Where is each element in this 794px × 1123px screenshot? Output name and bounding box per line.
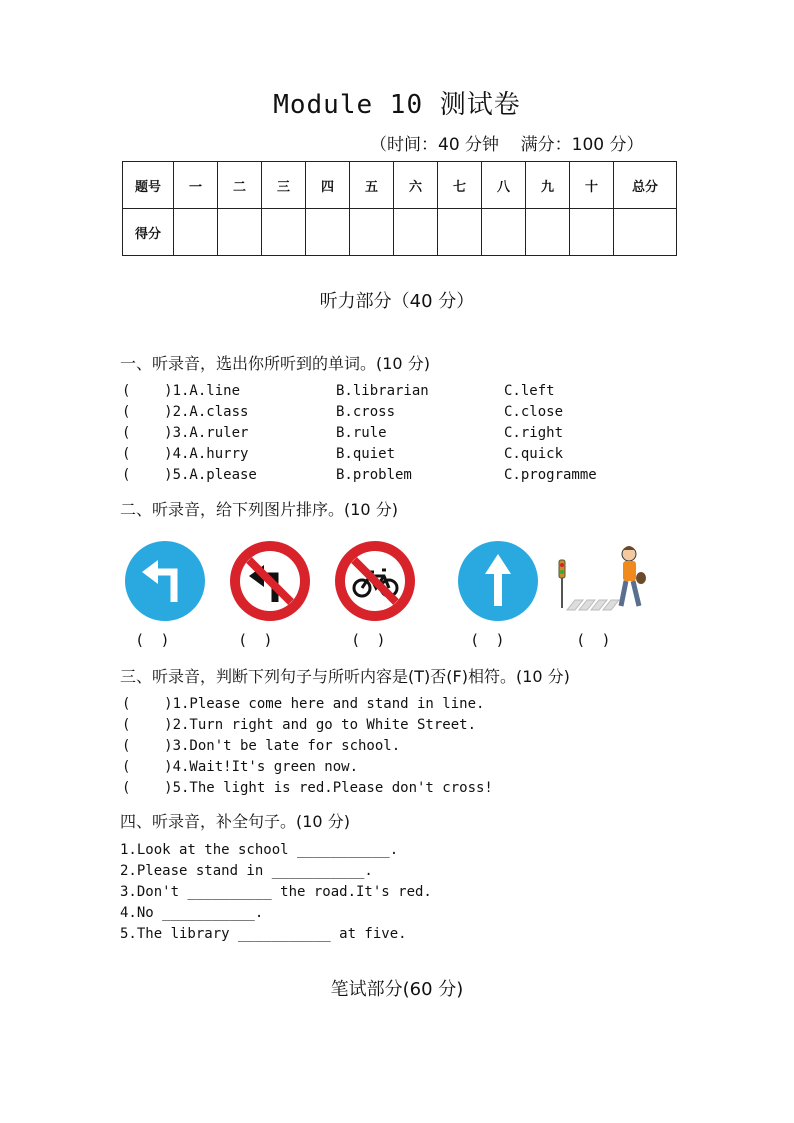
- part4-item: 1.Look at the school ___________.: [120, 842, 399, 858]
- score-table: [122, 161, 677, 256]
- table-cell: 九: [526, 162, 570, 209]
- score-input-cell: [394, 209, 438, 256]
- score-input-cell: [526, 209, 570, 256]
- part3-item: ( )2.Turn right and go to White Street.: [122, 717, 477, 733]
- table-cell: 五: [350, 162, 394, 209]
- no-left-turn-sign-icon: [229, 540, 311, 622]
- part3-item: ( )4.Wait!It's green now.: [122, 759, 359, 775]
- answer-bracket: ( ): [578, 631, 609, 649]
- part4-item: 5.The library ___________ at five.: [120, 926, 407, 942]
- part1-title: 一、听录音，选出你所听到的单词。(10 分): [120, 354, 430, 373]
- answer-bracket: ( ): [353, 631, 384, 649]
- table-cell: 四: [306, 162, 350, 209]
- part2-title: 二、听录音，给下列图片排序。(10 分): [120, 500, 398, 519]
- table-cell: 总分: [614, 162, 677, 209]
- score-input-cell: [218, 209, 262, 256]
- go-straight-sign-icon: [457, 540, 539, 622]
- score-input-cell: [614, 209, 677, 256]
- part1-q2: ( )2.A.class: [122, 404, 249, 420]
- part1-c3: C.right: [504, 425, 564, 441]
- part1-q5: ( )5.A.please: [122, 467, 257, 483]
- table-row: [123, 209, 677, 256]
- part1-b4: B.quiet: [336, 446, 396, 462]
- part1-b5: B.problem: [336, 467, 412, 483]
- table-cell: 六: [394, 162, 438, 209]
- part3-item: ( )5.The light is red.Please don't cross!: [122, 780, 493, 796]
- part4-item: 2.Please stand in ___________.: [120, 863, 373, 879]
- page-title: Module 10 测试卷: [273, 90, 521, 120]
- table-row: [123, 162, 677, 209]
- table-cell: 十: [570, 162, 614, 209]
- table-cell: 八: [482, 162, 526, 209]
- turn-left-sign-icon: [124, 540, 206, 622]
- table-cell: 一: [174, 162, 218, 209]
- part4-item: 4.No ___________.: [120, 905, 264, 921]
- table-cell: 题号: [123, 162, 174, 209]
- table-cell: 七: [438, 162, 482, 209]
- answer-bracket: ( ): [472, 631, 503, 649]
- score-input-cell: [306, 209, 350, 256]
- score-input-cell: [350, 209, 394, 256]
- part1-b3: B.rule: [336, 425, 387, 441]
- score-input-cell: [174, 209, 218, 256]
- part1-q4: ( )4.A.hurry: [122, 446, 249, 462]
- score-input-cell: [438, 209, 482, 256]
- table-cell: 三: [262, 162, 306, 209]
- no-bicycle-sign-icon: [334, 540, 416, 622]
- exam-info: （时间：40 分钟 满分：100 分）: [370, 135, 644, 155]
- part1-b2: B.cross: [336, 404, 396, 420]
- listening-heading: 听力部分（40 分）: [319, 291, 475, 312]
- score-input-cell: [482, 209, 526, 256]
- part1-q1: ( )1.A.line: [122, 383, 241, 399]
- part1-b1: B.librarian: [336, 383, 429, 399]
- score-input-cell: [570, 209, 614, 256]
- part3-title: 三、听录音，判断下列句子与所听内容是(T)否(F)相符。(10 分): [120, 667, 570, 686]
- score-input-cell: [262, 209, 306, 256]
- table-cell: 得分: [123, 209, 174, 256]
- part4-title: 四、听录音，补全句子。(10 分): [120, 812, 350, 831]
- part1-c5: C.programme: [504, 467, 597, 483]
- part1-c4: C.quick: [504, 446, 564, 462]
- answer-bracket: ( ): [137, 631, 168, 649]
- answer-bracket: ( ): [240, 631, 271, 649]
- part1-q3: ( )3.A.ruler: [122, 425, 249, 441]
- part1-c1: C.left: [504, 383, 555, 399]
- part3-item: ( )3.Don't be late for school.: [122, 738, 401, 754]
- part3-item: ( )1.Please come here and stand in line.: [122, 696, 485, 712]
- pedestrian-crossing-icon: [553, 536, 649, 616]
- part4-item: 3.Don't __________ the road.It's red.: [120, 884, 432, 900]
- writing-heading: 笔试部分(60 分): [330, 979, 464, 1000]
- table-cell: 二: [218, 162, 262, 209]
- part1-c2: C.close: [504, 404, 564, 420]
